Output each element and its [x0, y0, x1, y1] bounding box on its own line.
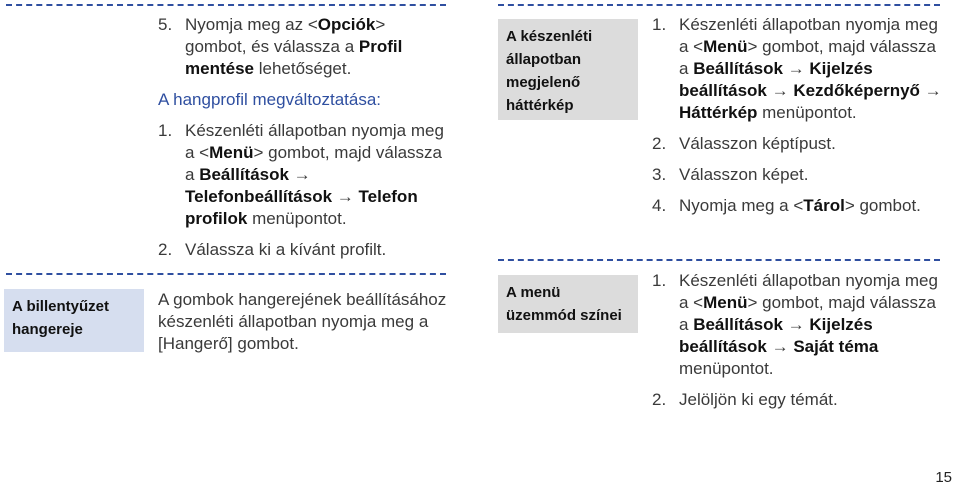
- step-number: 2.: [158, 240, 173, 259]
- wallpaper-step-1: 1. Készenléti állapotban nyomja meg a <Menü> gombot, majd válassza a Beállítások → Kijelzés beállítások → Kezdőképernyő → Háttérkép menüpontot.: [652, 15, 942, 122]
- step-number: 1.: [158, 121, 173, 140]
- step-number: 5.: [158, 15, 173, 34]
- theme-section-label: A menü üzemmód színei: [498, 275, 638, 333]
- arrow-icon: →: [782, 59, 810, 78]
- step-5: 5. Nyomja meg az <Opciók> gombot, és válassza a Profil mentése lehetőséget.: [158, 15, 403, 78]
- wallpaper-step-3: 3. Válasszon képet.: [652, 165, 809, 184]
- step-number: 1.: [652, 15, 667, 34]
- arrow-icon: →: [766, 81, 794, 100]
- divider-top-right: [498, 4, 940, 6]
- volume-text: A gombok hangerejének beállításához készenléti állapotban nyomja meg a [Hangerő] gombot.: [158, 290, 447, 353]
- step-number: 3.: [652, 165, 667, 184]
- theme-steps: [652, 270, 944, 411]
- wallpaper-step-2: 2. Válasszon képtípust.: [652, 134, 836, 153]
- subheading-profile-change: A hangprofil megváltoztatása:: [158, 90, 382, 109]
- page-number: 15: [935, 469, 952, 486]
- wallpaper-step-4: 4. Nyomja meg a <Tárol> gombot.: [652, 196, 921, 215]
- left-steps: [158, 14, 448, 261]
- profile-step-1: 1. Készenléti állapotban nyomja meg a <Menü> gombot, majd válassza a Beállítások → Telefonbeállítások → Telefon profilok menüpontot.: [158, 121, 444, 228]
- arrow-icon: →: [332, 187, 359, 206]
- arrow-icon: →: [766, 337, 794, 356]
- volume-section-label: A billentyűzet hangereje: [4, 289, 144, 352]
- wallpaper-section-label: A készenléti állapotban megjelenő háttérkép: [498, 19, 638, 120]
- arrow-icon: →: [288, 165, 311, 184]
- theme-step-2: 2. Jelöljön ki egy témát.: [652, 390, 838, 409]
- arrow-icon: →: [919, 81, 942, 100]
- divider-mid-right: [498, 259, 940, 261]
- theme-step-1: 1. Készenléti állapotban nyomja meg a <Menü> gombot, majd válassza a Beállítások → Kijelzés beállítások → Saját téma menüpontot.: [652, 271, 938, 378]
- step-number: 4.: [652, 196, 667, 215]
- step-number: 2.: [652, 390, 667, 409]
- step-number: 1.: [652, 271, 667, 290]
- profile-step-2: 2. Válassza ki a kívánt profilt.: [158, 240, 387, 259]
- arrow-icon: →: [782, 315, 810, 334]
- wallpaper-steps: [652, 14, 944, 217]
- divider-mid-left: [6, 273, 446, 275]
- step-number: 2.: [652, 134, 667, 153]
- divider-top-left: [6, 4, 446, 6]
